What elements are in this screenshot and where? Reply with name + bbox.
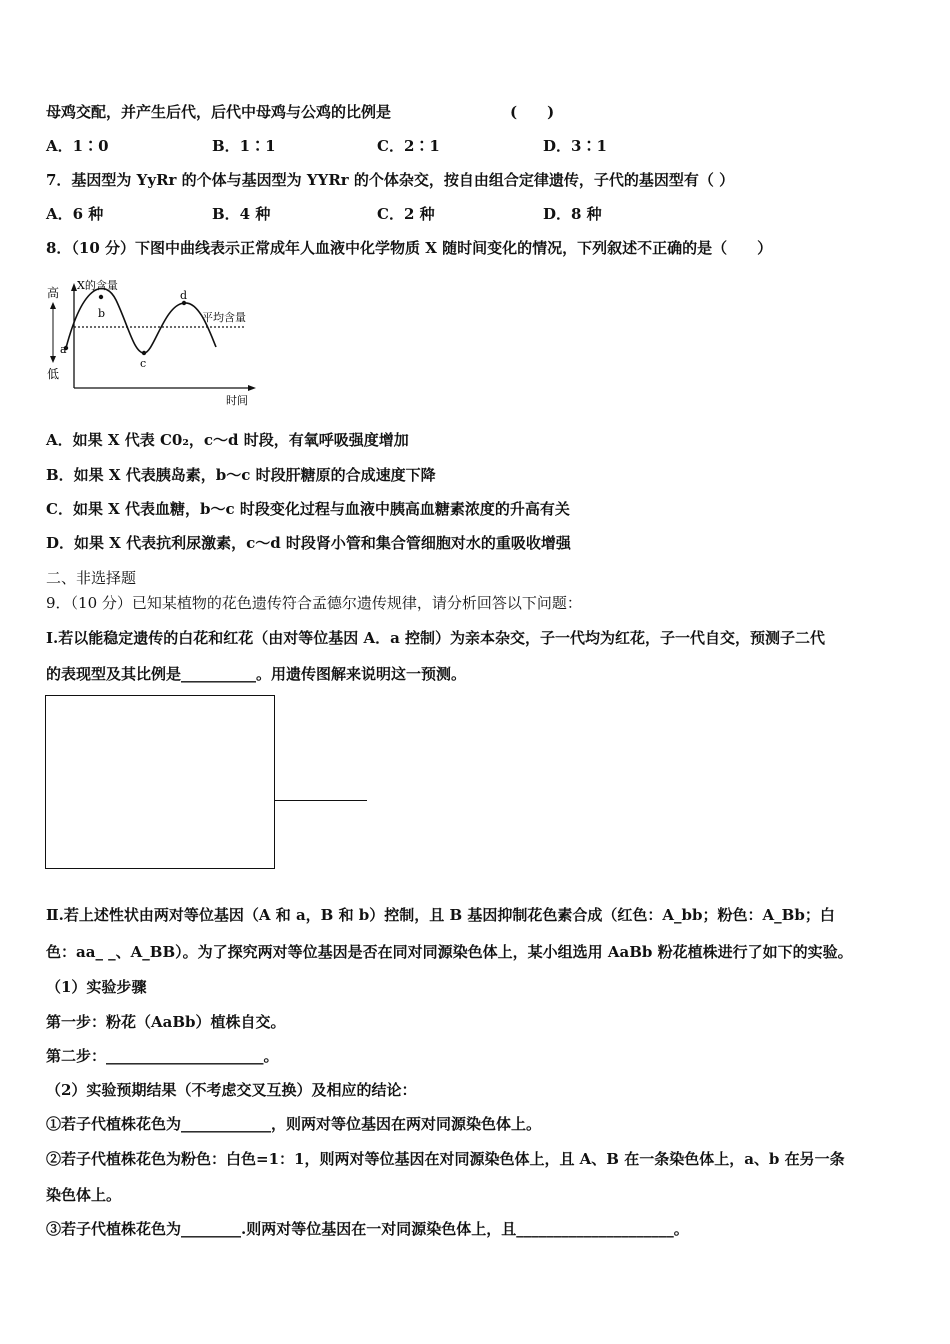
option-b: B．1∶1: [212, 137, 276, 155]
q9-part1-line2: 的表现型及其比例是__________。用遗传图解来说明这一预测。: [46, 665, 467, 683]
q9-part1-line1: Ⅰ.若以能稳定遗传的白花和红花（由对等位基因 A．a 控制）为亲本杂交，子一代均为红花，子一代自交，预测子二代: [46, 629, 826, 647]
answer-paren: ( ): [510, 103, 555, 121]
question-7-stem: 7．基因型为 YyRr 的个体与基因型为 YYRr 的个体杂交，按自由组合定律遗传，子代的基因型有（ ）: [46, 171, 735, 189]
option-c: C．2∶1: [377, 137, 440, 155]
y-low-label: 低: [47, 367, 60, 381]
q9-result-1: ①若子代植株花色为____________，则两对等位基因在两对同源染色体上。: [46, 1115, 542, 1133]
question-9-stem: 9．（10 分）已知某植物的花色遗传符合孟德尔遗传规律，请分析回答以下问题：: [46, 594, 582, 612]
q9-step2: 第二步：_____________________。: [46, 1047, 279, 1065]
answer-box-line: [275, 800, 367, 801]
option-d: D．3∶1: [543, 137, 607, 155]
question-stem-continued: 母鸡交配，并产生后代，后代中母鸡与公鸡的比例是: [46, 103, 392, 121]
y-high-label: 高: [47, 286, 60, 300]
point-a-label: a: [60, 343, 67, 356]
q8-option-a: A．如果 X 代表 C0₂，c～d 时段，有氧呼吸强度增加: [46, 431, 409, 449]
point-d-label: d: [180, 289, 188, 302]
q9-part2-line2: 色：aa_ _、A_BB）。为了探究两对等位基因是否在同对同源染色体上，某小组选用 AaBb 粉花植株进行了如下的实验。: [46, 943, 853, 961]
point-b-label: b: [98, 307, 106, 320]
option-a: A．1∶0: [46, 137, 109, 155]
x-content-graph: [44, 275, 259, 410]
x-content-curve: [66, 288, 216, 353]
q9-sub1: （1）实验步骤: [46, 978, 147, 996]
q9-result-3: ③若子代植株花色为________.则两对等位基因在一对同源染色体上，且_____________________。: [46, 1220, 689, 1238]
q9-result-2-line2: 染色体上。: [46, 1186, 122, 1204]
q8-option-b: B．如果 X 代表胰岛素，b～c 时段肝糖原的合成速度下降: [46, 466, 436, 484]
question-8-stem: 8．（10 分）下图中曲线表示正常成年人血液中化学物质 X 随时间变化的情况，下列叙述不正确的是（ ）: [46, 239, 773, 257]
q8-option-d: D．如果 X 代表抗利尿激素，c～d 时段肾小管和集合管细胞对水的重吸收增强: [46, 534, 571, 552]
point-c-label: c: [140, 357, 147, 370]
answer-box[interactable]: [45, 695, 275, 869]
section-heading: 二、非选择题: [46, 569, 137, 587]
q9-part2-line1: Ⅱ.若上述性状由两对等位基因（A 和 a，B 和 b）控制，且 B 基因抑制花色素合成（红色：A_bb；粉色：A_Bb；白: [46, 906, 835, 924]
q7-option-a: A．6 种: [46, 205, 104, 223]
q7-option-c: C．2 种: [377, 205, 435, 223]
q7-option-d: D．8 种: [543, 205, 602, 223]
q7-option-b: B．4 种: [212, 205, 271, 223]
q8-option-c: C．如果 X 代表血糖，b～c 时段变化过程与血液中胰高血糖素浓度的升高有关: [46, 500, 570, 518]
x-axis-title: 时间: [226, 394, 248, 407]
q9-step1: 第一步：粉花（AaBb）植株自交。: [46, 1013, 286, 1031]
y-axis-title: X的含量: [77, 279, 118, 292]
q9-result-2-line1: ②若子代植株花色为粉色：白色=1：1，则两对等位基因在对同源染色体上，且 A、B 在一条染色体上，a、b 在另一条: [46, 1150, 845, 1168]
average-label: 平均含量: [202, 311, 246, 324]
q9-sub2: （2）实验预期结果（不考虑交叉互换）及相应的结论：: [46, 1081, 417, 1099]
